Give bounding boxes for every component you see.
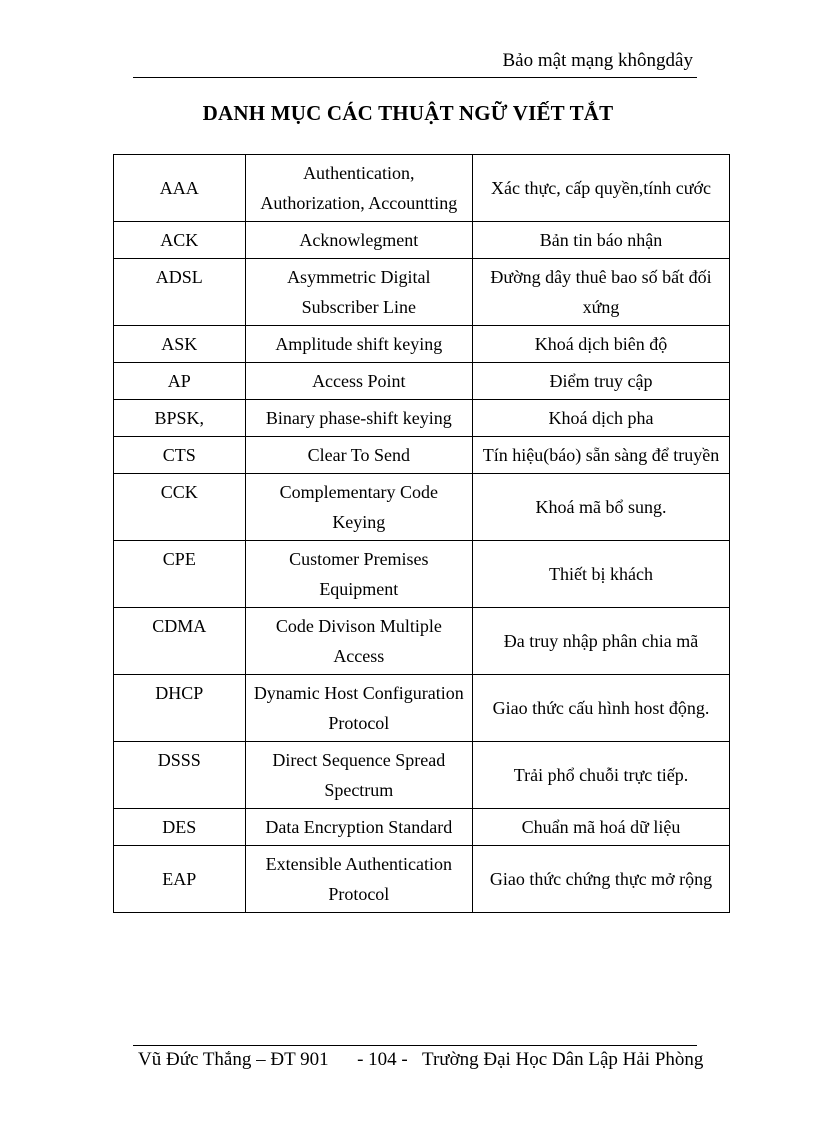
table-row: [114, 474, 730, 541]
abbreviation-cell: DSSS: [114, 742, 246, 809]
table-row: [114, 809, 730, 846]
abbreviation-cell: CDMA: [114, 608, 246, 675]
abbreviation-cell: BPSK,: [114, 400, 246, 437]
footer-page-number: - 104 -: [357, 1049, 408, 1070]
english-term-cell: Acknowlegment: [245, 222, 472, 259]
english-term-cell: Dynamic Host Configuration Protocol: [245, 675, 472, 742]
vietnamese-term-cell: Điểm truy cập: [473, 363, 730, 400]
english-term-cell: Code Divison Multiple Access: [245, 608, 472, 675]
table-row: [114, 259, 730, 326]
abbreviation-cell: EAP: [114, 846, 246, 913]
running-header: Bảo mật mạng khôngdây: [502, 50, 693, 71]
abbreviation-cell: DHCP: [114, 675, 246, 742]
page-footer: [138, 1049, 703, 1071]
table-row: [114, 675, 730, 742]
abbreviation-cell: CPE: [114, 541, 246, 608]
vietnamese-term-cell: Khoá mã bổ sung.: [473, 474, 730, 541]
english-term-cell: Extensible Authentication Protocol: [245, 846, 472, 913]
english-term-cell: Access Point: [245, 363, 472, 400]
vietnamese-term-cell: Khoá dịch pha: [473, 400, 730, 437]
table-row: [114, 155, 730, 222]
english-term-cell: Customer Premises Equipment: [245, 541, 472, 608]
table-row: [114, 608, 730, 675]
table-row: [114, 541, 730, 608]
page-title: DANH MỤC CÁC THUẬT NGỮ VIẾT TẮT: [202, 101, 614, 125]
vietnamese-term-cell: Khoá dịch biên độ: [473, 326, 730, 363]
vietnamese-term-cell: Chuẩn mã hoá dữ liệu: [473, 809, 730, 846]
english-term-cell: Direct Sequence Spread Spectrum: [245, 742, 472, 809]
abbreviation-cell: ASK: [114, 326, 246, 363]
vietnamese-term-cell: Đa truy nhập phân chia mã: [473, 608, 730, 675]
vietnamese-term-cell: Giao thức cấu hình host động.: [473, 675, 730, 742]
footer-school: Trường Đại Học Dân Lập Hải Phòng: [422, 1049, 704, 1070]
abbreviation-cell: CCK: [114, 474, 246, 541]
english-term-cell: Complementary Code Keying: [245, 474, 472, 541]
vietnamese-term-cell: Đường dây thuê bao số bất đối xứng: [473, 259, 730, 326]
abbreviation-cell: AAA: [114, 155, 246, 222]
header-divider: [133, 77, 697, 78]
table-row: [114, 326, 730, 363]
abbreviation-cell: ADSL: [114, 259, 246, 326]
table-row: [114, 846, 730, 913]
abbreviation-cell: DES: [114, 809, 246, 846]
vietnamese-term-cell: Giao thức chứng thực mở rộng: [473, 846, 730, 913]
footer-divider: [133, 1045, 697, 1046]
vietnamese-term-cell: Tín hiệu(báo) sẵn sàng để truyền: [473, 437, 730, 474]
footer-author: Vũ Đức Thắng – ĐT 901: [138, 1049, 329, 1070]
english-term-cell: Amplitude shift keying: [245, 326, 472, 363]
vietnamese-term-cell: Bản tin báo nhận: [473, 222, 730, 259]
english-term-cell: Asymmetric Digital Subscriber Line: [245, 259, 472, 326]
table-row: [114, 400, 730, 437]
table-row: [114, 363, 730, 400]
english-term-cell: Clear To Send: [245, 437, 472, 474]
abbreviation-cell: CTS: [114, 437, 246, 474]
abbreviation-cell: ACK: [114, 222, 246, 259]
english-term-cell: Authentication, Authorization, Accountting: [245, 155, 472, 222]
english-term-cell: Data Encryption Standard: [245, 809, 472, 846]
table-row: [114, 437, 730, 474]
vietnamese-term-cell: Thiết bị khách: [473, 541, 730, 608]
abbreviation-cell: AP: [114, 363, 246, 400]
vietnamese-term-cell: Xác thực, cấp quyền,tính cước: [473, 155, 730, 222]
table-row: [114, 742, 730, 809]
abbreviation-table: [113, 154, 730, 913]
english-term-cell: Binary phase-shift keying: [245, 400, 472, 437]
table-row: [114, 222, 730, 259]
vietnamese-term-cell: Trải phổ chuỗi trực tiếp.: [473, 742, 730, 809]
